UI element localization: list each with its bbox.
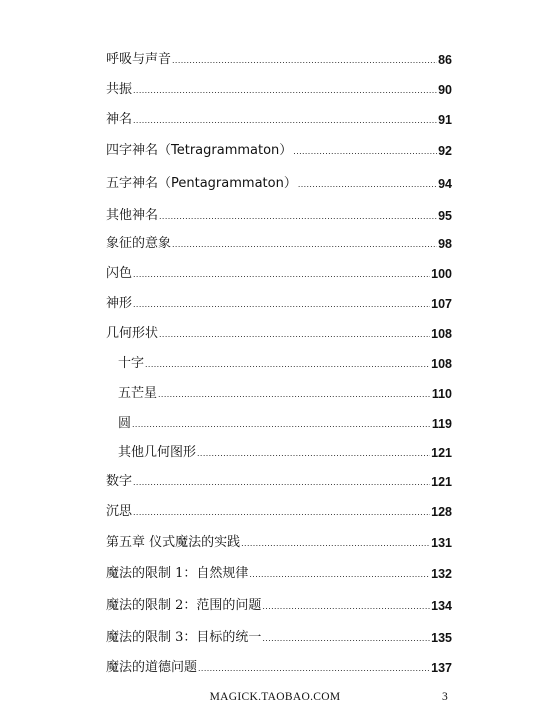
toc-entry-title: 闪色 [106, 266, 133, 281]
toc-entry [106, 562, 452, 582]
footer-website: MAGICK.TAOBAO.COM [209, 691, 341, 703]
dot-leader [159, 211, 437, 221]
toc-entry-title: 四字神名（Tetragrammaton） [106, 143, 293, 158]
toc-entry-title: 神名 [106, 112, 133, 127]
toc-entry [106, 292, 452, 312]
toc-entry-page: 134 [431, 599, 452, 613]
toc-subentry [118, 441, 452, 461]
toc-entry-title: 几何形状 [106, 326, 159, 341]
toc-entry-title: 共振 [106, 82, 133, 97]
toc-entry [106, 470, 452, 490]
toc-entry [106, 626, 452, 646]
page-number: 3 [442, 691, 448, 703]
toc-entry-page: 107 [431, 297, 452, 311]
toc-entry-title: 十字 [118, 356, 145, 371]
toc-entry-page: 94 [438, 177, 452, 191]
toc-subentry [118, 382, 452, 402]
toc-entry-title: 圆 [118, 416, 132, 431]
toc-entry-title: 其他神名 [106, 208, 159, 223]
toc-entry-title: 呼吸与声音 [106, 52, 172, 67]
dot-leader [249, 569, 430, 579]
toc-entry [106, 594, 452, 614]
toc-entry [106, 48, 452, 68]
dot-leader [262, 633, 430, 643]
toc-subentry [118, 352, 452, 372]
toc-entry-page: 137 [431, 661, 452, 675]
toc-entry-page: 135 [431, 631, 452, 645]
toc-entry-title: 象征的意象 [106, 236, 172, 251]
dot-leader [145, 359, 430, 369]
toc-entry-page: 119 [431, 417, 452, 431]
toc-entry [106, 108, 452, 128]
dot-leader [133, 85, 437, 95]
toc-entry-title: 魔法的限制 2：范围的问题 [106, 598, 262, 613]
toc-entry-title: 魔法的限制 3：目标的统一 [106, 630, 262, 645]
dot-leader [132, 419, 431, 429]
dot-leader [158, 389, 431, 399]
toc-entry [106, 500, 452, 520]
dot-leader [262, 601, 430, 611]
toc-entry-page: 121 [431, 446, 452, 460]
toc-entry [106, 172, 452, 192]
dot-leader [133, 477, 430, 487]
toc-entry [106, 262, 452, 282]
toc-entry-title: 五芒星 [118, 386, 158, 401]
toc-entry-page: 132 [431, 567, 452, 581]
toc-entry-title: 数字 [106, 474, 133, 489]
toc-entry-page: 86 [438, 53, 452, 67]
dot-leader [133, 299, 430, 309]
toc-entry [106, 204, 452, 224]
toc-entry [106, 531, 452, 551]
dot-leader [198, 663, 430, 673]
dot-leader [197, 448, 430, 458]
toc-entry-page: 121 [431, 475, 452, 489]
dot-leader [298, 179, 437, 189]
toc-entry-page: 98 [438, 237, 452, 251]
dot-leader [241, 538, 430, 548]
dot-leader [133, 269, 430, 279]
dot-leader [293, 146, 437, 156]
toc-entry [106, 139, 452, 159]
toc-entry-page: 131 [431, 536, 452, 550]
toc-entry-page: 128 [431, 505, 452, 519]
dot-leader [133, 115, 437, 125]
toc-entry-title: 神形 [106, 296, 133, 311]
toc-entry [106, 656, 452, 676]
toc-entry-title: 其他几何图形 [118, 445, 197, 460]
toc-entry [106, 322, 452, 342]
dot-leader [172, 239, 437, 249]
toc-entry-page: 95 [438, 209, 452, 223]
toc-entry-page: 100 [431, 267, 452, 281]
toc-entry-page: 92 [438, 144, 452, 158]
toc-entry [106, 232, 452, 252]
toc-entry-title: 五字神名（Pentagrammaton） [106, 176, 297, 191]
toc-subentry [118, 412, 452, 432]
toc-entry-page: 108 [431, 357, 452, 371]
toc-entry-page: 108 [431, 327, 452, 341]
toc-entry-page: 91 [438, 113, 452, 127]
toc-entry-title: 沉思 [106, 504, 133, 519]
toc-entry-title: 第五章 仪式魔法的实践 [106, 535, 241, 550]
toc-entry [106, 78, 452, 98]
toc-entry-title: 魔法的道德问题 [106, 660, 198, 675]
toc-entry-title: 魔法的限制 1：自然规律 [106, 566, 249, 581]
dot-leader [133, 507, 430, 517]
toc-entry-page: 110 [431, 387, 452, 401]
toc-entry-page: 90 [438, 83, 452, 97]
dot-leader [159, 329, 430, 339]
dot-leader [172, 55, 437, 65]
